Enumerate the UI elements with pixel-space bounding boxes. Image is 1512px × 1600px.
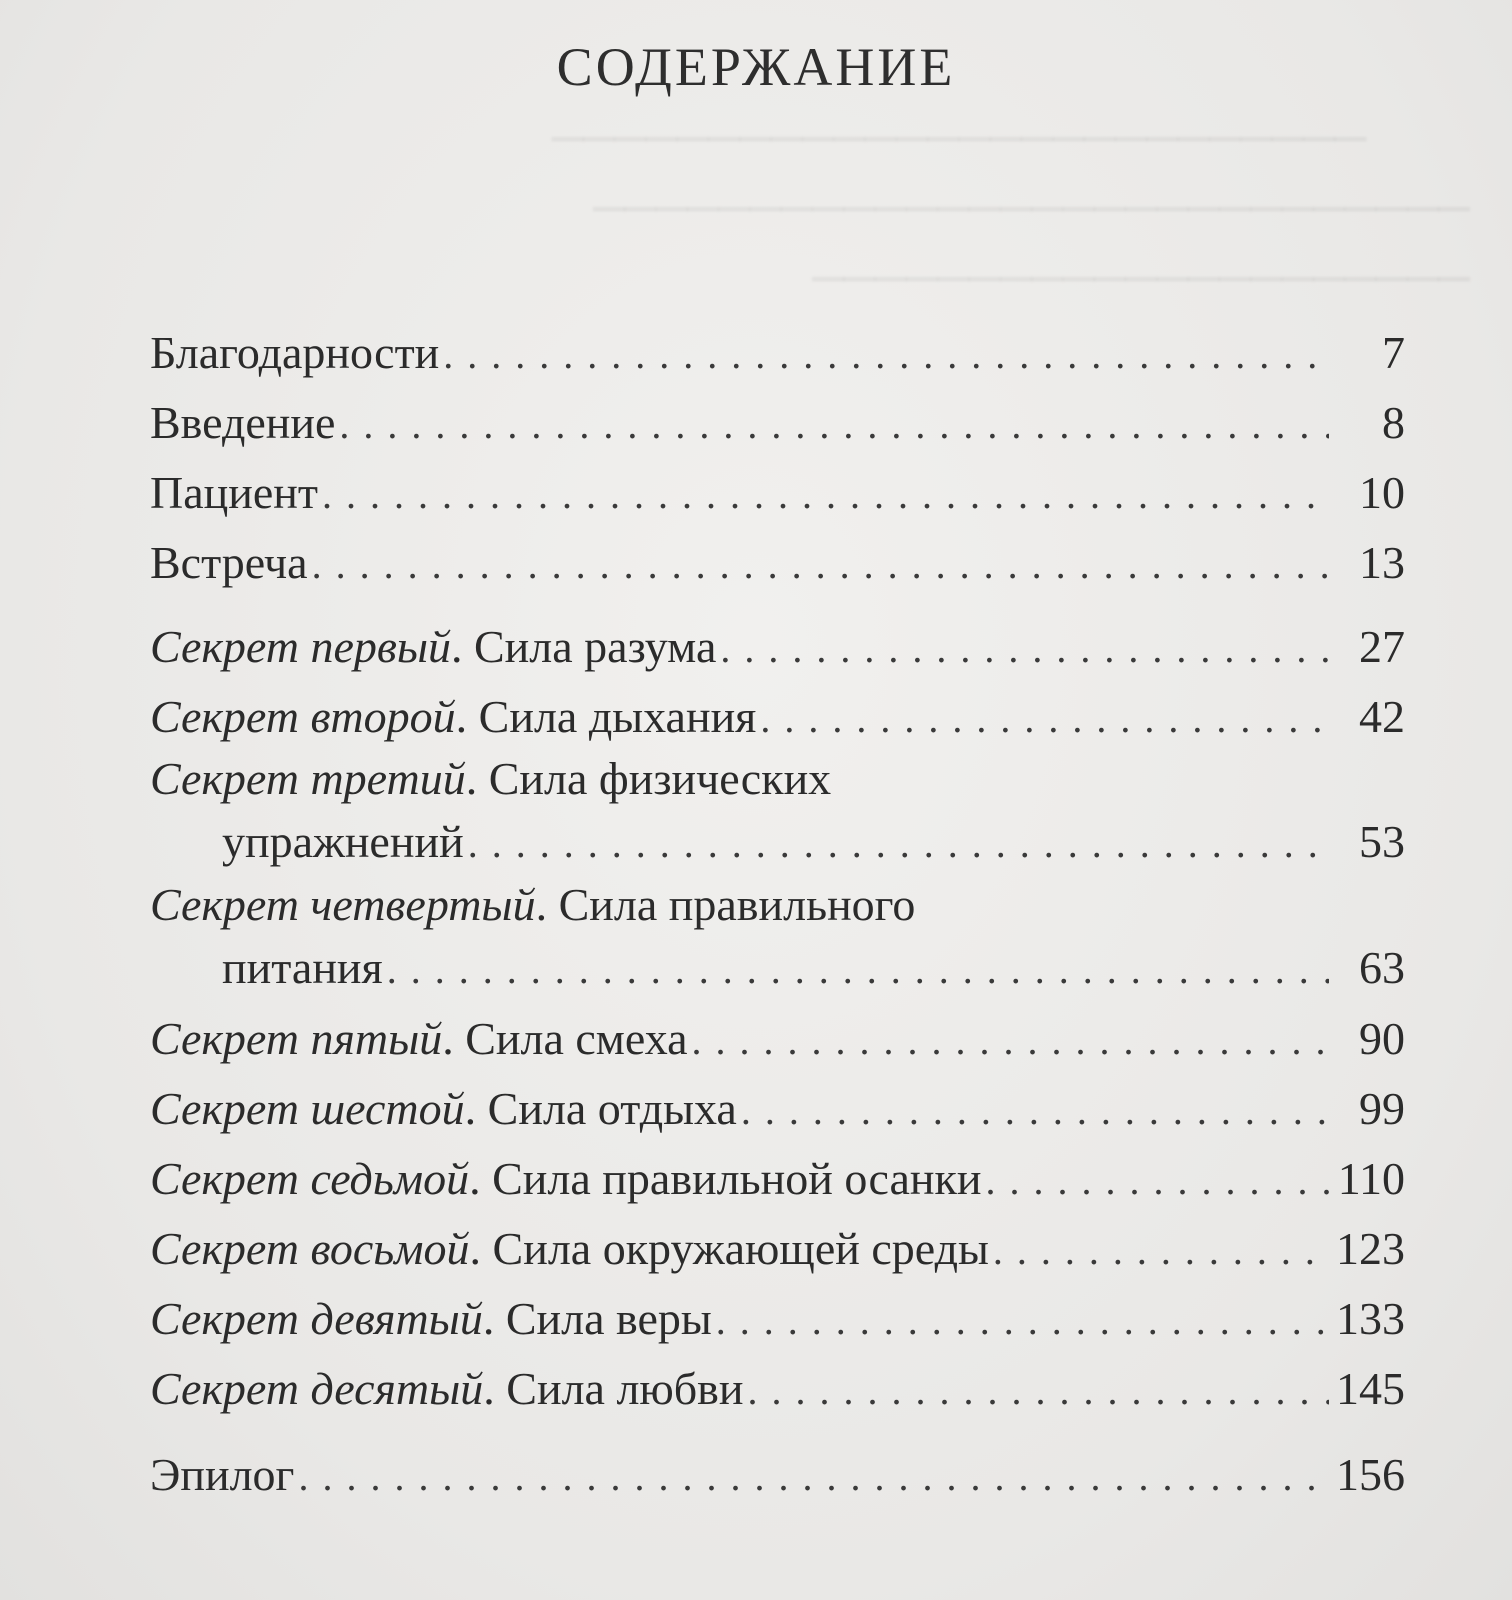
page-number: 8 xyxy=(1382,397,1405,448)
leader-dots xyxy=(692,1006,1329,1076)
secret-label: Секрет первый xyxy=(150,621,451,672)
leader-dots xyxy=(720,614,1329,684)
entry-title: . Сила дыхания xyxy=(455,691,757,742)
page-number: 53 xyxy=(1359,816,1405,867)
page-number: 7 xyxy=(1382,327,1405,378)
page-number: 99 xyxy=(1359,1083,1405,1134)
toc-entry xyxy=(150,752,1405,878)
page-number: 42 xyxy=(1359,691,1405,742)
entry-title: Встреча xyxy=(150,537,308,588)
toc-entry xyxy=(150,388,1405,458)
entry-title-continued: питания xyxy=(222,942,383,993)
toc-entry xyxy=(150,1440,1405,1510)
toc-entry xyxy=(150,1354,1405,1424)
entry-title: . Сила смеха xyxy=(442,1013,688,1064)
secret-label: Секрет десятый xyxy=(150,1363,484,1414)
leader-dots xyxy=(468,808,1329,880)
entry-title: . Сила отдыха xyxy=(464,1083,737,1134)
page-number: 123 xyxy=(1336,1223,1405,1274)
toc-entry xyxy=(150,1004,1405,1074)
leader-dots xyxy=(298,1442,1329,1512)
page-number: 156 xyxy=(1336,1449,1405,1500)
page-title: СОДЕРЖАНИЕ xyxy=(556,37,956,97)
secret-label: Секрет пятый xyxy=(150,1013,443,1064)
secret-label: Секрет второй xyxy=(150,691,456,742)
toc-entry xyxy=(150,528,1405,598)
leader-dots xyxy=(985,1146,1329,1216)
entry-title: . Сила окружающей среды xyxy=(469,1223,989,1274)
page-number: 90 xyxy=(1359,1013,1405,1064)
page-number: 145 xyxy=(1336,1363,1405,1414)
secret-label: Секрет седьмой xyxy=(150,1153,470,1204)
entry-title: . Сила любви xyxy=(483,1363,744,1414)
leader-dots xyxy=(993,1216,1329,1286)
table-of-contents xyxy=(150,318,1405,1510)
secret-label: Секрет четвертый xyxy=(150,879,536,930)
entry-title: Введение xyxy=(150,397,336,448)
toc-entry xyxy=(150,1284,1405,1354)
leader-dots xyxy=(748,1356,1329,1426)
secret-label: Секрет девятый xyxy=(150,1293,483,1344)
toc-entry xyxy=(150,318,1405,388)
leader-dots xyxy=(741,1076,1329,1146)
page-number: 63 xyxy=(1359,942,1405,993)
toc-entry xyxy=(150,878,1405,1004)
page-number: 13 xyxy=(1359,537,1405,588)
entry-title-continued: упражнений xyxy=(222,816,464,867)
leader-dots xyxy=(760,684,1329,754)
page-number: 133 xyxy=(1336,1293,1405,1344)
toc-entry xyxy=(150,682,1405,752)
entry-title: Пациент xyxy=(150,467,319,518)
entry-title: . Сила разума xyxy=(451,621,717,672)
entry-title: Эпилог xyxy=(150,1449,295,1500)
leader-dots xyxy=(312,530,1329,600)
bleed-through-text: ────────────────────────── ──────────────────────────── ───────────────────── xyxy=(552,110,1470,310)
toc-entry xyxy=(150,458,1405,528)
toc-entry xyxy=(150,612,1405,682)
entry-title: Благодарности xyxy=(150,327,440,378)
leader-dots xyxy=(443,320,1329,390)
entry-title: . Сила веры xyxy=(482,1293,712,1344)
page-number: 10 xyxy=(1359,467,1405,518)
leader-dots xyxy=(339,390,1329,460)
entry-title: . Сила физических xyxy=(465,753,832,804)
toc-entry xyxy=(150,1074,1405,1144)
entry-title: . Сила правильного xyxy=(535,879,916,930)
page-number: 27 xyxy=(1359,621,1405,672)
toc-entry xyxy=(150,1144,1405,1214)
page-number: 110 xyxy=(1337,1153,1405,1204)
leader-dots xyxy=(387,934,1329,1006)
toc-entry xyxy=(150,1214,1405,1284)
leader-dots xyxy=(322,460,1329,530)
secret-label: Секрет шестой xyxy=(150,1083,465,1134)
secret-label: Секрет восьмой xyxy=(150,1223,470,1274)
secret-label: Секрет третий xyxy=(150,753,466,804)
entry-title: . Сила правильной осанки xyxy=(469,1153,982,1204)
leader-dots xyxy=(716,1286,1329,1356)
